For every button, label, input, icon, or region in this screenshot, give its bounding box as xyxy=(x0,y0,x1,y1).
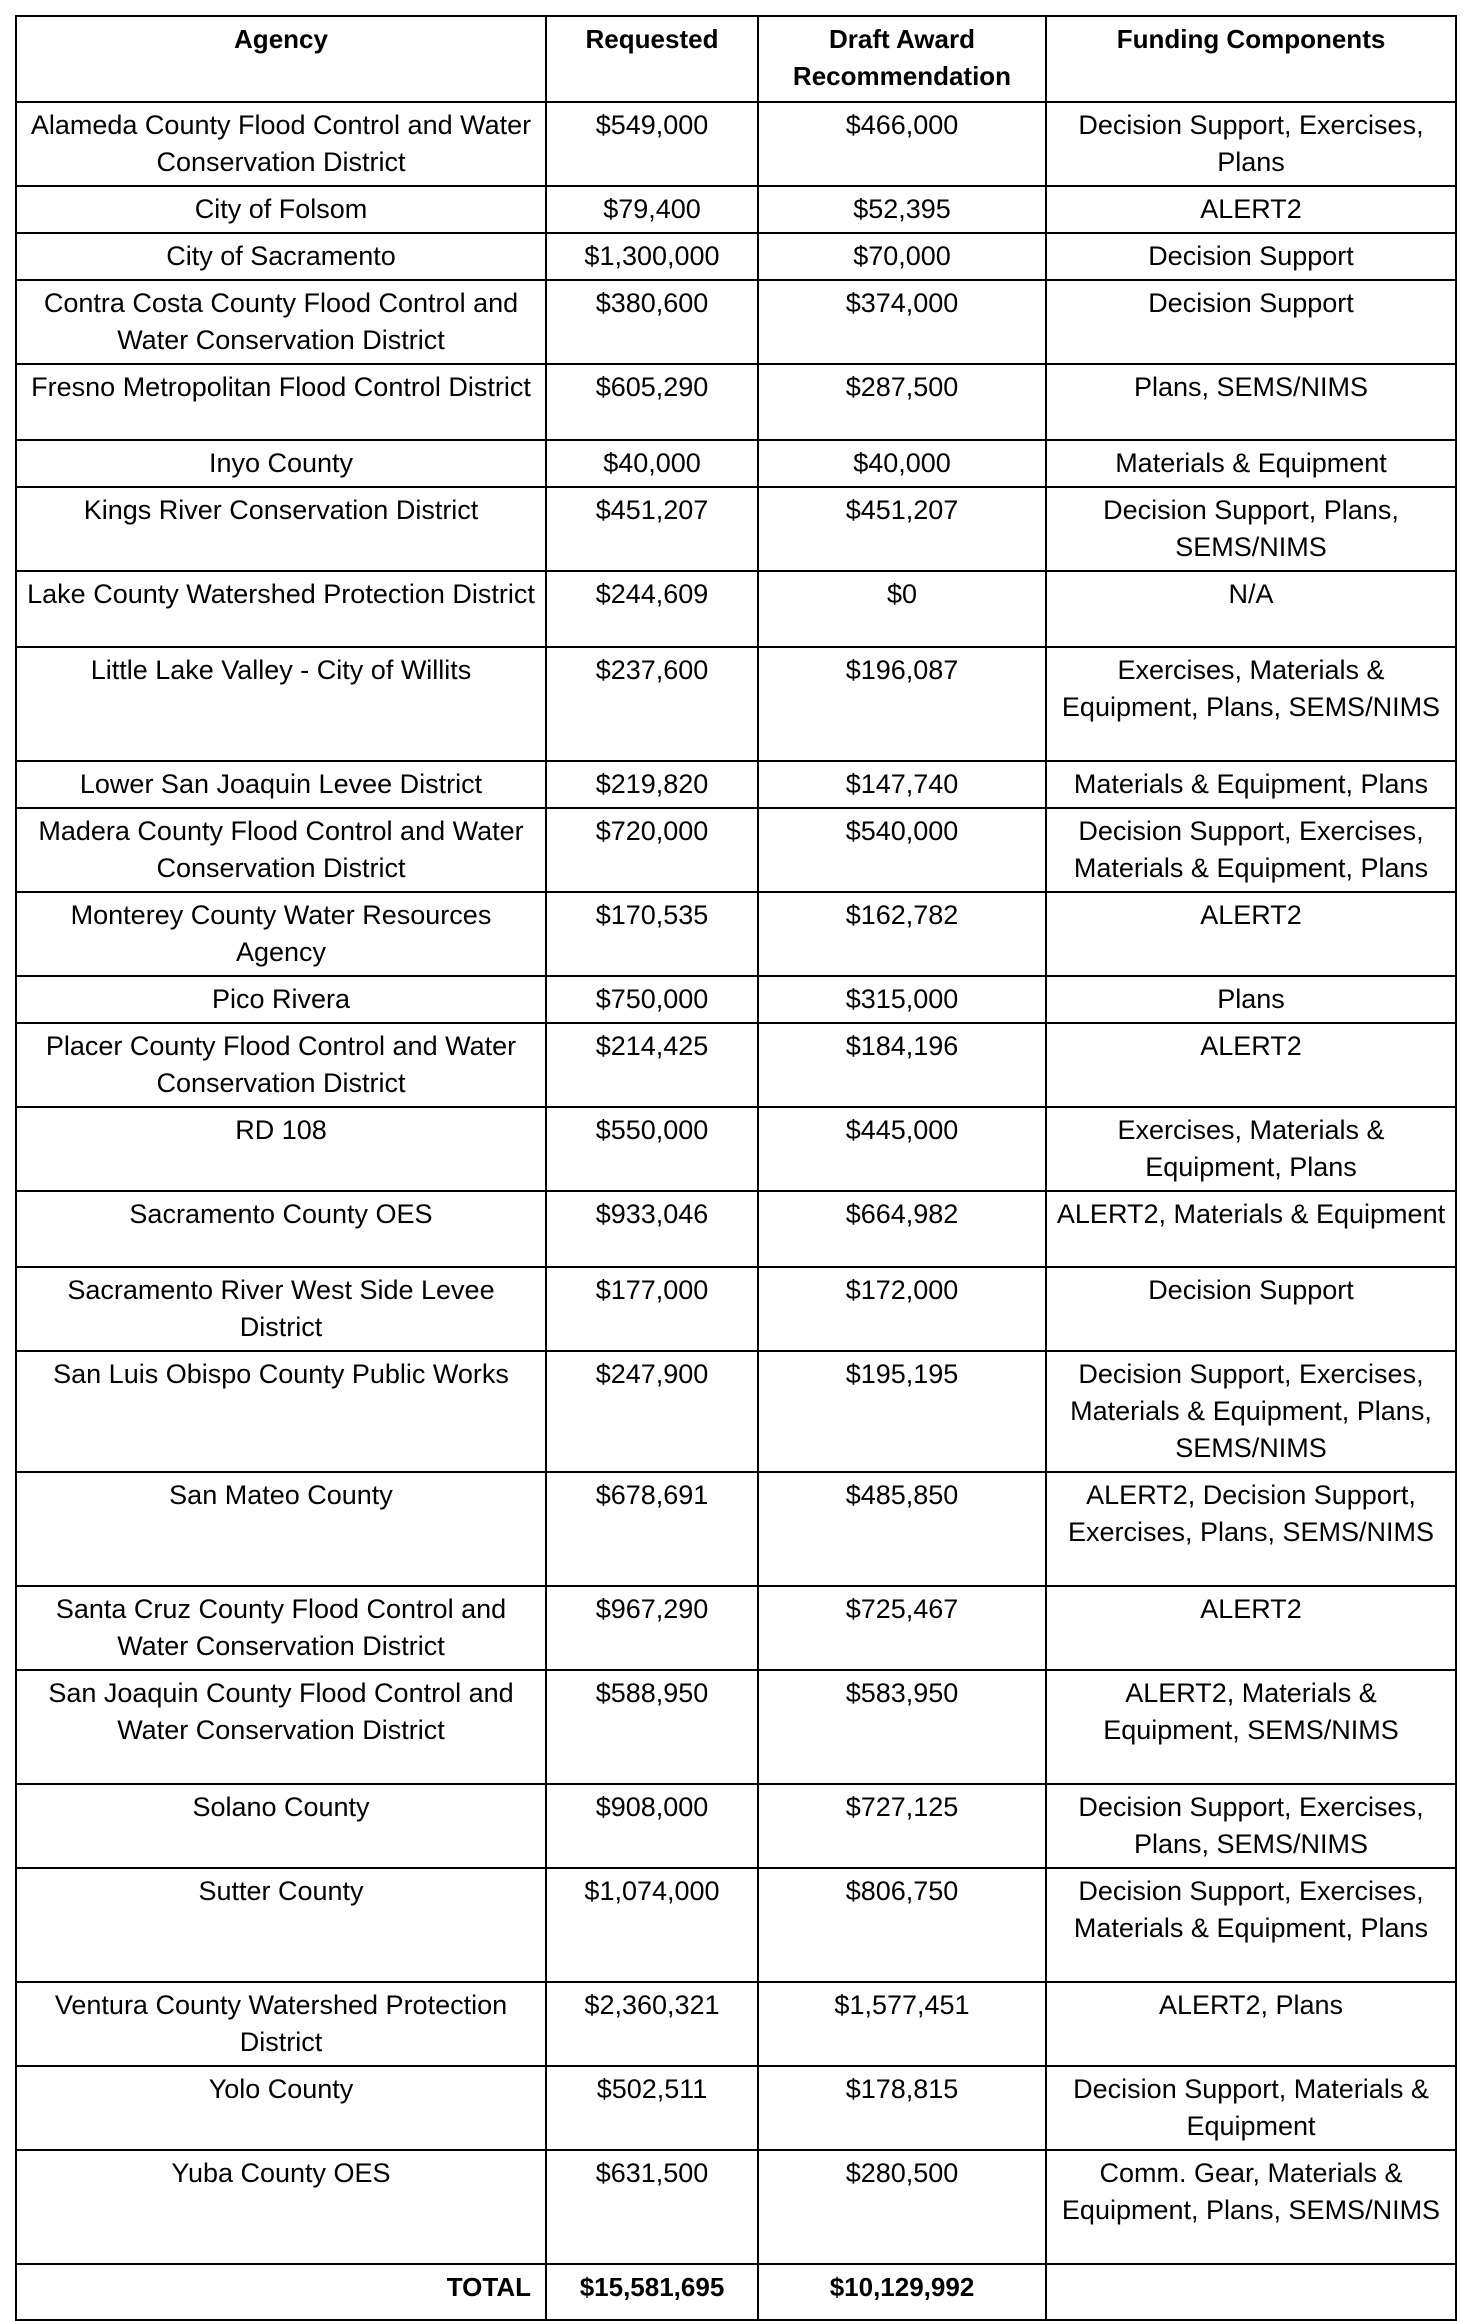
table-row xyxy=(16,2066,1456,2150)
agency-cell: Solano County xyxy=(16,1784,546,1868)
award-cell: $162,782 xyxy=(758,892,1046,976)
award-cell: $540,000 xyxy=(758,808,1046,892)
requested-cell: $631,500 xyxy=(546,2150,758,2264)
award-cell: $196,087 xyxy=(758,647,1046,761)
agency-cell: Yuba County OES xyxy=(16,2150,546,2264)
components-cell: Plans, SEMS/NIMS xyxy=(1046,364,1456,440)
table-row xyxy=(16,186,1456,233)
table-row xyxy=(16,892,1456,976)
requested-cell: $908,000 xyxy=(546,1784,758,1868)
agency-cell: San Joaquin County Flood Control and Water Conservation District xyxy=(16,1670,546,1784)
components-cell: Decision Support xyxy=(1046,280,1456,364)
table-row xyxy=(16,1784,1456,1868)
requested-cell: $170,535 xyxy=(546,892,758,976)
requested-cell: $40,000 xyxy=(546,440,758,487)
requested-cell: $244,609 xyxy=(546,571,758,647)
award-cell: $52,395 xyxy=(758,186,1046,233)
requested-cell: $1,300,000 xyxy=(546,233,758,280)
agency-cell: Placer County Flood Control and Water Conservation District xyxy=(16,1023,546,1107)
requested-cell: $1,074,000 xyxy=(546,1868,758,1982)
requested-cell: $79,400 xyxy=(546,186,758,233)
header-agency: Agency xyxy=(16,16,546,102)
components-cell: Decision Support, Exercises, Materials & Equipment, Plans xyxy=(1046,1868,1456,1982)
award-cell: $184,196 xyxy=(758,1023,1046,1107)
requested-cell: $177,000 xyxy=(546,1267,758,1351)
table-row xyxy=(16,1023,1456,1107)
award-cell: $40,000 xyxy=(758,440,1046,487)
requested-cell: $678,691 xyxy=(546,1472,758,1586)
components-cell: Decision Support, Exercises, Plans xyxy=(1046,102,1456,186)
requested-cell: $933,046 xyxy=(546,1191,758,1267)
table-row xyxy=(16,1670,1456,1784)
agency-cell: Kings River Conservation District xyxy=(16,487,546,571)
table-row xyxy=(16,761,1456,808)
award-cell: $1,577,451 xyxy=(758,1982,1046,2066)
components-cell: Exercises, Materials & Equipment, Plans, SEMS/NIMS xyxy=(1046,647,1456,761)
agency-cell: City of Folsom xyxy=(16,186,546,233)
table-row xyxy=(16,233,1456,280)
components-cell: Decision Support, Exercises, Materials & Equipment, Plans xyxy=(1046,808,1456,892)
components-cell: Decision Support, Exercises, Plans, SEMS/NIMS xyxy=(1046,1784,1456,1868)
award-cell: $583,950 xyxy=(758,1670,1046,1784)
table-row xyxy=(16,440,1456,487)
header-row xyxy=(16,16,1456,102)
requested-cell: $502,511 xyxy=(546,2066,758,2150)
award-cell: $287,500 xyxy=(758,364,1046,440)
table-row xyxy=(16,976,1456,1023)
table-row xyxy=(16,571,1456,647)
components-cell: ALERT2, Plans xyxy=(1046,1982,1456,2066)
table-row xyxy=(16,1107,1456,1191)
award-cell: $178,815 xyxy=(758,2066,1046,2150)
award-cell: $70,000 xyxy=(758,233,1046,280)
header-funding-components: Funding Components xyxy=(1046,16,1456,102)
award-cell: $664,982 xyxy=(758,1191,1046,1267)
award-cell: $0 xyxy=(758,571,1046,647)
agency-cell: Yolo County xyxy=(16,2066,546,2150)
total-components xyxy=(1046,2264,1456,2320)
components-cell: Materials & Equipment xyxy=(1046,440,1456,487)
award-cell: $727,125 xyxy=(758,1784,1046,1868)
agency-cell: Madera County Flood Control and Water Conservation District xyxy=(16,808,546,892)
requested-cell: $247,900 xyxy=(546,1351,758,1472)
agency-cell: RD 108 xyxy=(16,1107,546,1191)
agency-cell: Contra Costa County Flood Control and Water Conservation District xyxy=(16,280,546,364)
total-label: TOTAL xyxy=(16,2264,546,2320)
requested-cell: $2,360,321 xyxy=(546,1982,758,2066)
table-row xyxy=(16,2150,1456,2264)
award-cell: $195,195 xyxy=(758,1351,1046,1472)
header-draft-award: Draft Award Recommendation xyxy=(758,16,1046,102)
agency-cell: Santa Cruz County Flood Control and Water Conservation District xyxy=(16,1586,546,1670)
components-cell: Comm. Gear, Materials & Equipment, Plans, SEMS/NIMS xyxy=(1046,2150,1456,2264)
total-award: $10,129,992 xyxy=(758,2264,1046,2320)
award-cell: $466,000 xyxy=(758,102,1046,186)
requested-cell: $750,000 xyxy=(546,976,758,1023)
header-requested: Requested xyxy=(546,16,758,102)
components-cell: Decision Support xyxy=(1046,1267,1456,1351)
agency-cell: Inyo County xyxy=(16,440,546,487)
award-cell: $445,000 xyxy=(758,1107,1046,1191)
requested-cell: $550,000 xyxy=(546,1107,758,1191)
award-cell: $147,740 xyxy=(758,761,1046,808)
agency-cell: Ventura County Watershed Protection District xyxy=(16,1982,546,2066)
requested-cell: $380,600 xyxy=(546,280,758,364)
requested-cell: $588,950 xyxy=(546,1670,758,1784)
requested-cell: $219,820 xyxy=(546,761,758,808)
agency-cell: San Luis Obispo County Public Works xyxy=(16,1351,546,1472)
agency-cell: City of Sacramento xyxy=(16,233,546,280)
table-row xyxy=(16,1868,1456,1982)
components-cell: Exercises, Materials & Equipment, Plans xyxy=(1046,1107,1456,1191)
agency-cell: Sacramento County OES xyxy=(16,1191,546,1267)
award-cell: $725,467 xyxy=(758,1586,1046,1670)
award-cell: $374,000 xyxy=(758,280,1046,364)
funding-award-table xyxy=(15,15,1457,2321)
requested-cell: $237,600 xyxy=(546,647,758,761)
table-row xyxy=(16,1982,1456,2066)
table-row xyxy=(16,1191,1456,1267)
requested-cell: $214,425 xyxy=(546,1023,758,1107)
agency-cell: Monterey County Water Resources Agency xyxy=(16,892,546,976)
agency-cell: Sacramento River West Side Levee District xyxy=(16,1267,546,1351)
components-cell: Plans xyxy=(1046,976,1456,1023)
award-cell: $806,750 xyxy=(758,1868,1046,1982)
award-cell: $172,000 xyxy=(758,1267,1046,1351)
table-row xyxy=(16,280,1456,364)
table-row xyxy=(16,1267,1456,1351)
table-row xyxy=(16,487,1456,571)
requested-cell: $967,290 xyxy=(546,1586,758,1670)
table-row xyxy=(16,102,1456,186)
table-row xyxy=(16,647,1456,761)
table-row xyxy=(16,1472,1456,1586)
award-cell: $485,850 xyxy=(758,1472,1046,1586)
components-cell: Decision Support, Exercises, Materials & Equipment, Plans, SEMS/NIMS xyxy=(1046,1351,1456,1472)
agency-cell: Lake County Watershed Protection District xyxy=(16,571,546,647)
requested-cell: $605,290 xyxy=(546,364,758,440)
award-cell: $451,207 xyxy=(758,487,1046,571)
agency-cell: Sutter County xyxy=(16,1868,546,1982)
agency-cell: San Mateo County xyxy=(16,1472,546,1586)
components-cell: N/A xyxy=(1046,571,1456,647)
award-cell: $280,500 xyxy=(758,2150,1046,2264)
components-cell: ALERT2, Materials & Equipment xyxy=(1046,1191,1456,1267)
components-cell: ALERT2 xyxy=(1046,892,1456,976)
components-cell: ALERT2 xyxy=(1046,1586,1456,1670)
requested-cell: $549,000 xyxy=(546,102,758,186)
table-row xyxy=(16,1351,1456,1472)
components-cell: Decision Support, Plans, SEMS/NIMS xyxy=(1046,487,1456,571)
components-cell: ALERT2, Materials & Equipment, SEMS/NIMS xyxy=(1046,1670,1456,1784)
total-row xyxy=(16,2264,1456,2320)
agency-cell: Pico Rivera xyxy=(16,976,546,1023)
table-row xyxy=(16,1586,1456,1670)
table-row xyxy=(16,808,1456,892)
components-cell: Decision Support xyxy=(1046,233,1456,280)
components-cell: Materials & Equipment, Plans xyxy=(1046,761,1456,808)
agency-cell: Alameda County Flood Control and Water Conservation District xyxy=(16,102,546,186)
components-cell: ALERT2 xyxy=(1046,1023,1456,1107)
agency-cell: Little Lake Valley - City of Willits xyxy=(16,647,546,761)
requested-cell: $720,000 xyxy=(546,808,758,892)
total-requested: $15,581,695 xyxy=(546,2264,758,2320)
agency-cell: Fresno Metropolitan Flood Control District xyxy=(16,364,546,440)
award-cell: $315,000 xyxy=(758,976,1046,1023)
components-cell: Decision Support, Materials & Equipment xyxy=(1046,2066,1456,2150)
agency-cell: Lower San Joaquin Levee District xyxy=(16,761,546,808)
table-row xyxy=(16,364,1456,440)
requested-cell: $451,207 xyxy=(546,487,758,571)
components-cell: ALERT2, Decision Support, Exercises, Plans, SEMS/NIMS xyxy=(1046,1472,1456,1586)
components-cell: ALERT2 xyxy=(1046,186,1456,233)
